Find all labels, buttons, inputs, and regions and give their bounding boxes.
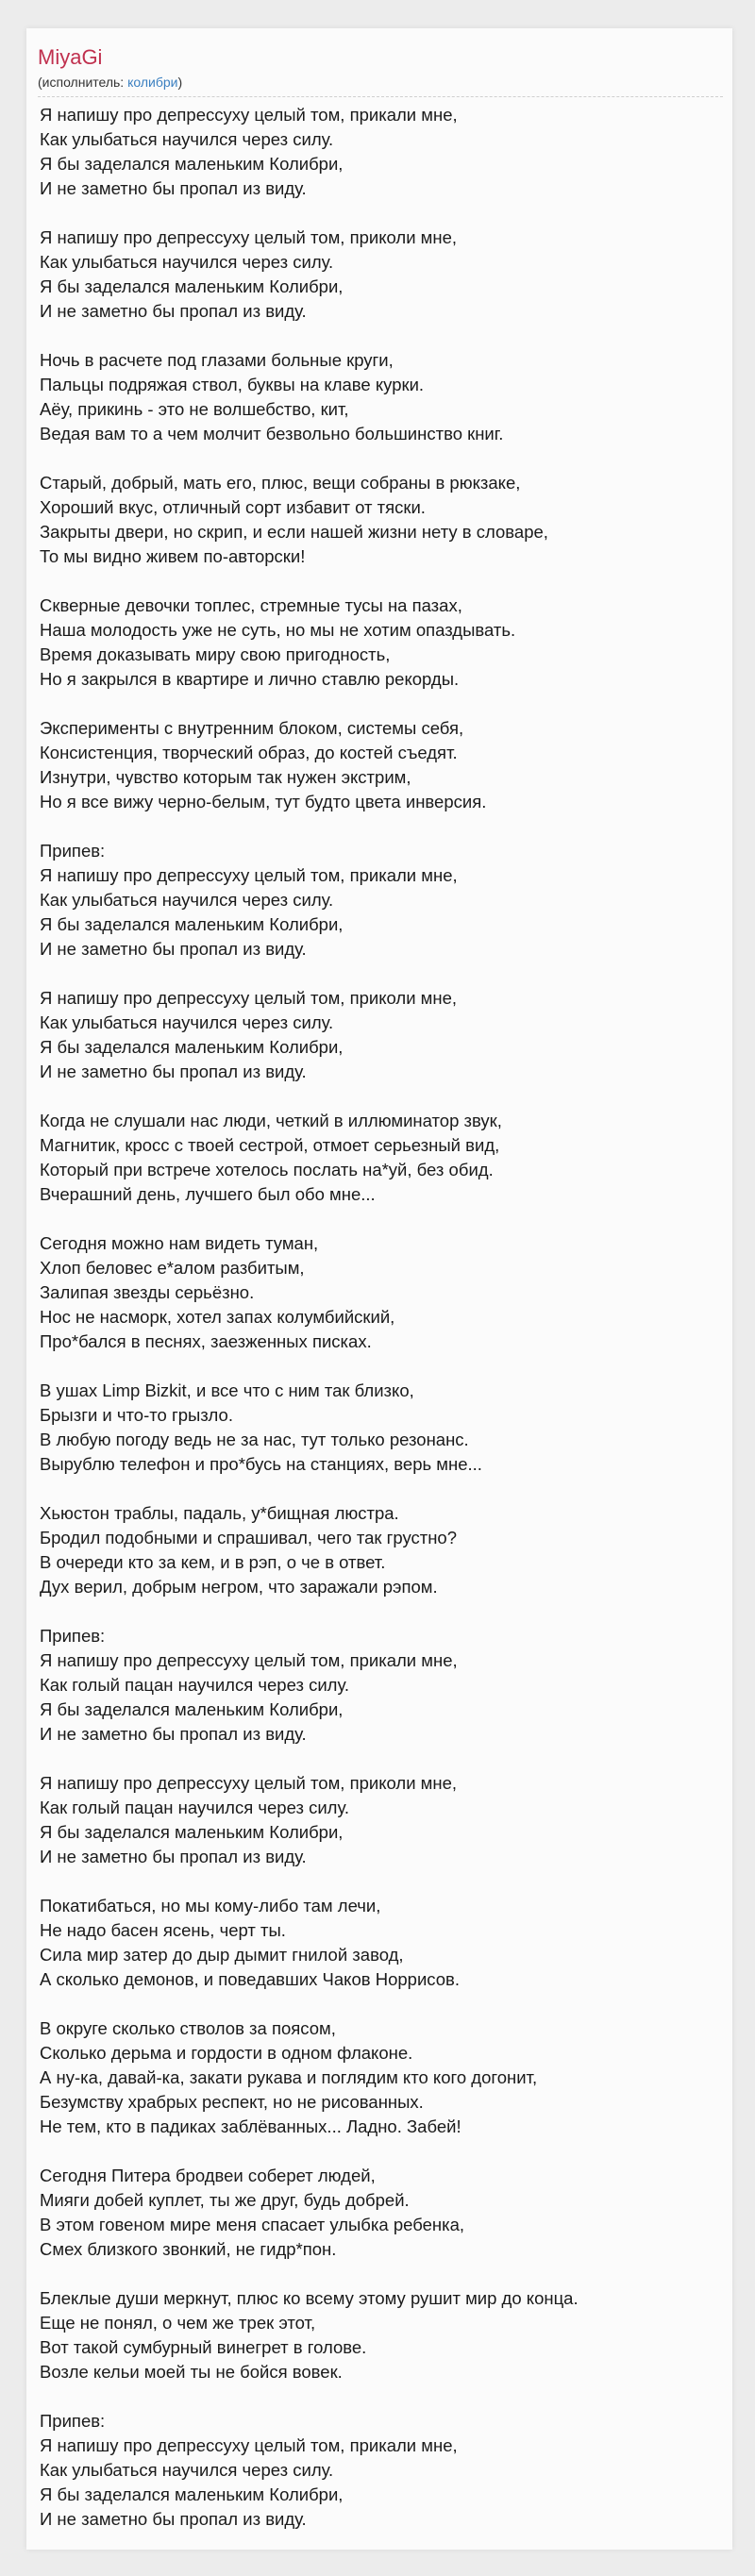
lyrics-line: Припев: (40, 2411, 106, 2431)
lyrics-line: Про*бался в песнях, заезженных писках. (40, 1331, 372, 1351)
lyrics-line: Не надо басен ясень, черт ты. (40, 1920, 286, 1940)
lyrics-line: Хороший вкус, отличный сорт избавит от тяски. (40, 497, 426, 517)
lyrics-line: Сколько дерьма и гордости в одном флаконе. (40, 2043, 413, 2063)
lyrics-stanza (40, 348, 723, 446)
lyrics-line: Как улыбаться научился через силу. (40, 129, 334, 149)
lyrics-line: Я напишу про депрессуху целый том, приколи мне, (40, 988, 458, 1008)
lyrics-line: А ну-ка, давай-ка, закати рукава и поглядим кто кого догонит, (40, 2067, 538, 2087)
lyrics-stanza (40, 1231, 723, 1354)
lyrics-line: Я бы заделался маленьким Колибри, (40, 154, 344, 174)
lyrics-line: И не заметно бы пропал из виду. (40, 1847, 307, 1866)
lyrics-stanza (40, 103, 723, 201)
lyrics-line: В этом говеном мире меня спасает улыбка ребенка, (40, 2215, 465, 2234)
lyrics-line: Наша молодость уже не суть, но мы не хотим опаздывать. (40, 620, 516, 640)
lyrics-line: Я бы заделался маленьким Колибри, (40, 1699, 344, 1719)
lyrics-stanza (40, 839, 723, 962)
lyrics-stanza (40, 1771, 723, 1869)
lyrics-line: Вчерашний день, лучшего был обо мне... (40, 1184, 376, 1204)
lyrics-line: Сила мир затер до дыр дымит гнилой завод, (40, 1945, 404, 1965)
lyrics-stanza (40, 2286, 723, 2384)
lyrics-line: И не заметно бы пропал из виду. (40, 2509, 307, 2529)
lyrics-line: Дух верил, добрым негром, что заражали рэпом. (40, 1577, 438, 1597)
lyrics-line: Магнитик, кросс с твоей сестрой, отмоет серьезный вид, (40, 1135, 500, 1155)
lyrics-line: Когда не слушали нас люди, четкий в иллюминатор звук, (40, 1111, 502, 1130)
lyrics-line: А сколько демонов, и поведавших Чаков Норрисов. (40, 1969, 460, 1989)
artist-line (38, 74, 723, 91)
lyrics-card (26, 28, 732, 2550)
lyrics-line: В любую погоду ведь не за нас, тут только резонанс. (40, 1430, 469, 1449)
lyrics-line: Но я закрылся в квартире и лично ставлю рекорды. (40, 669, 460, 689)
lyrics-line: Залипая звезды серьёзно. (40, 1282, 255, 1302)
lyrics-line: Нос не насморк, хотел запах колумбийский, (40, 1307, 395, 1327)
lyrics-line: Не тем, кто в падиках заблёванных... Ладно. Забей! (40, 2116, 461, 2136)
lyrics-line: И не заметно бы пропал из виду. (40, 939, 307, 959)
lyrics-line: Я бы заделался маленьким Колибри, (40, 2484, 344, 2504)
lyrics-line: Как голый пацан научился через силу. (40, 1675, 349, 1695)
lyrics-line: В округе сколько стволов за поясом, (40, 2018, 336, 2038)
lyrics-line: Возле кельи моей ты не бойся вовек. (40, 2362, 343, 2382)
lyrics-line: Который при встрече хотелось послать на*уй, без обид. (40, 1160, 494, 1179)
lyrics-line: Сегодня Питера бродвеи соберет людей, (40, 2166, 376, 2185)
lyrics-line: Как улыбаться научился через силу. (40, 2460, 334, 2480)
lyrics-line: И не заметно бы пропал из виду. (40, 178, 307, 198)
lyrics-line: Скверные девочки топлес, стремные тусы на пазах, (40, 595, 462, 615)
lyrics-line: Закрыты двери, но скрип, и если нашей жизни нету в словаре, (40, 522, 548, 542)
lyrics-line: В ушах Limp Bizkit, и все что с ним так близко, (40, 1380, 414, 1400)
lyrics-line: Я бы заделался маленьким Колибри, (40, 276, 344, 296)
lyrics-stanza (40, 1624, 723, 1747)
lyrics-line: Безумству храбрых респект, но не рисованных. (40, 2092, 424, 2112)
artist-link[interactable]: колибри (127, 75, 178, 90)
artist-prefix: (исполнитель: (38, 75, 128, 90)
lyrics-line: Я бы заделался маленьким Колибри, (40, 1037, 344, 1057)
lyrics-line: Время доказывать миру свою пригодность, (40, 644, 391, 664)
lyrics-line: Мияги добей куплет, ты же друг, будь добрей. (40, 2190, 410, 2210)
lyrics-stanza (40, 471, 723, 569)
lyrics-line: Я напишу про депрессуху целый том, прикали мне, (40, 865, 458, 885)
lyrics-line: Ведая вам то а чем молчит безвольно большинство книг. (40, 424, 504, 443)
lyrics-line: Я напишу про депрессуху целый том, прикали мне, (40, 2435, 458, 2455)
lyrics-stanza (40, 986, 723, 1084)
lyrics-line: Как голый пацан научился через силу. (40, 1798, 349, 1817)
lyrics-line: В очереди кто за кем, и в рэп, о че в ответ. (40, 1552, 386, 1572)
lyrics-line: Аёу, прикинь - это не волшебство, кит, (40, 399, 349, 419)
lyrics-line: Эксперименты с внутренним блоком, системы себя, (40, 718, 464, 738)
lyrics-stanza (40, 1501, 723, 1599)
artist-suffix: ) (177, 75, 183, 90)
lyrics-line: Я напишу про депрессуху целый том, прикали мне, (40, 1650, 458, 1670)
lyrics-line: Брызги и что-то грызло. (40, 1405, 233, 1425)
lyrics-line: Хьюстон траблы, падаль, у*бищная люстра. (40, 1503, 399, 1523)
lyrics-line: Изнутри, чувство которым так нужен экстрим, (40, 767, 411, 787)
lyrics-stanza (40, 1109, 723, 1207)
lyrics-line: Я напишу про депрессуху целый том, приколи мне, (40, 227, 458, 247)
lyrics-line: Как улыбаться научился через силу. (40, 252, 334, 272)
lyrics-stanza (40, 1894, 723, 1992)
lyrics-line: То мы видно живем по-авторски! (40, 546, 306, 566)
lyrics-stanza (40, 594, 723, 692)
lyrics-line: Старый, добрый, мать его, плюс, вещи собраны в рюкзаке, (40, 473, 521, 493)
lyrics-line: Еще не понял, о чем же трек этот, (40, 2313, 316, 2333)
song-title: MiyaGi (38, 45, 103, 69)
lyrics-stanza (40, 226, 723, 324)
lyrics-line: Припев: (40, 841, 106, 861)
lyrics-line: И не заметно бы пропал из виду. (40, 301, 307, 321)
song-header (38, 45, 723, 97)
lyrics-body (40, 103, 723, 2532)
lyrics-line: Ночь в расчете под глазами больные круги, (40, 350, 394, 370)
lyrics-line: И не заметно бы пропал из виду. (40, 1724, 307, 1744)
lyrics-line: Консистенция, творческий образ, до костей съедят. (40, 743, 458, 762)
lyrics-line: Припев: (40, 1626, 106, 1646)
lyrics-line: Хлоп беловес е*алом разбитым, (40, 1258, 305, 1278)
lyrics-line: Но я все вижу черно-белым, тут будто цвета инверсия. (40, 792, 487, 811)
lyrics-line: Блеклые души меркнут, плюс ко всему этому рушит мир до конца. (40, 2288, 579, 2308)
lyrics-line: Сегодня можно нам видеть туман, (40, 1233, 319, 1253)
lyrics-line: Я бы заделался маленьким Колибри, (40, 1822, 344, 1842)
lyrics-line: И не заметно бы пропал из виду. (40, 1062, 307, 1081)
lyrics-line: Как улыбаться научился через силу. (40, 890, 334, 910)
lyrics-line: Покатибаться, но мы кому-либо там лечи, (40, 1896, 381, 1915)
lyrics-line: Смех близкого звонкий, не гидр*пон. (40, 2239, 337, 2259)
lyrics-line: Я напишу про депрессуху целый том, прикали мне, (40, 105, 458, 125)
lyrics-line: Бродил подобными и спрашивал, чего так грустно? (40, 1528, 458, 1547)
lyrics-line: Я напишу про депрессуху целый том, приколи мне, (40, 1773, 458, 1793)
lyrics-stanza (40, 2409, 723, 2532)
lyrics-line: Вырублю телефон и про*бусь на станциях, верь мне... (40, 1454, 482, 1474)
lyrics-line: Пальцы подряжая ствол, буквы на клаве курки. (40, 375, 425, 394)
lyrics-stanza (40, 1379, 723, 1477)
lyrics-line: Вот такой сумбурный винегрет в голове. (40, 2337, 367, 2357)
lyrics-stanza (40, 716, 723, 814)
lyrics-line: Я бы заделался маленьким Колибри, (40, 914, 344, 934)
lyrics-stanza (40, 2164, 723, 2262)
lyrics-stanza (40, 2016, 723, 2139)
lyrics-line: Как улыбаться научился через силу. (40, 1012, 334, 1032)
